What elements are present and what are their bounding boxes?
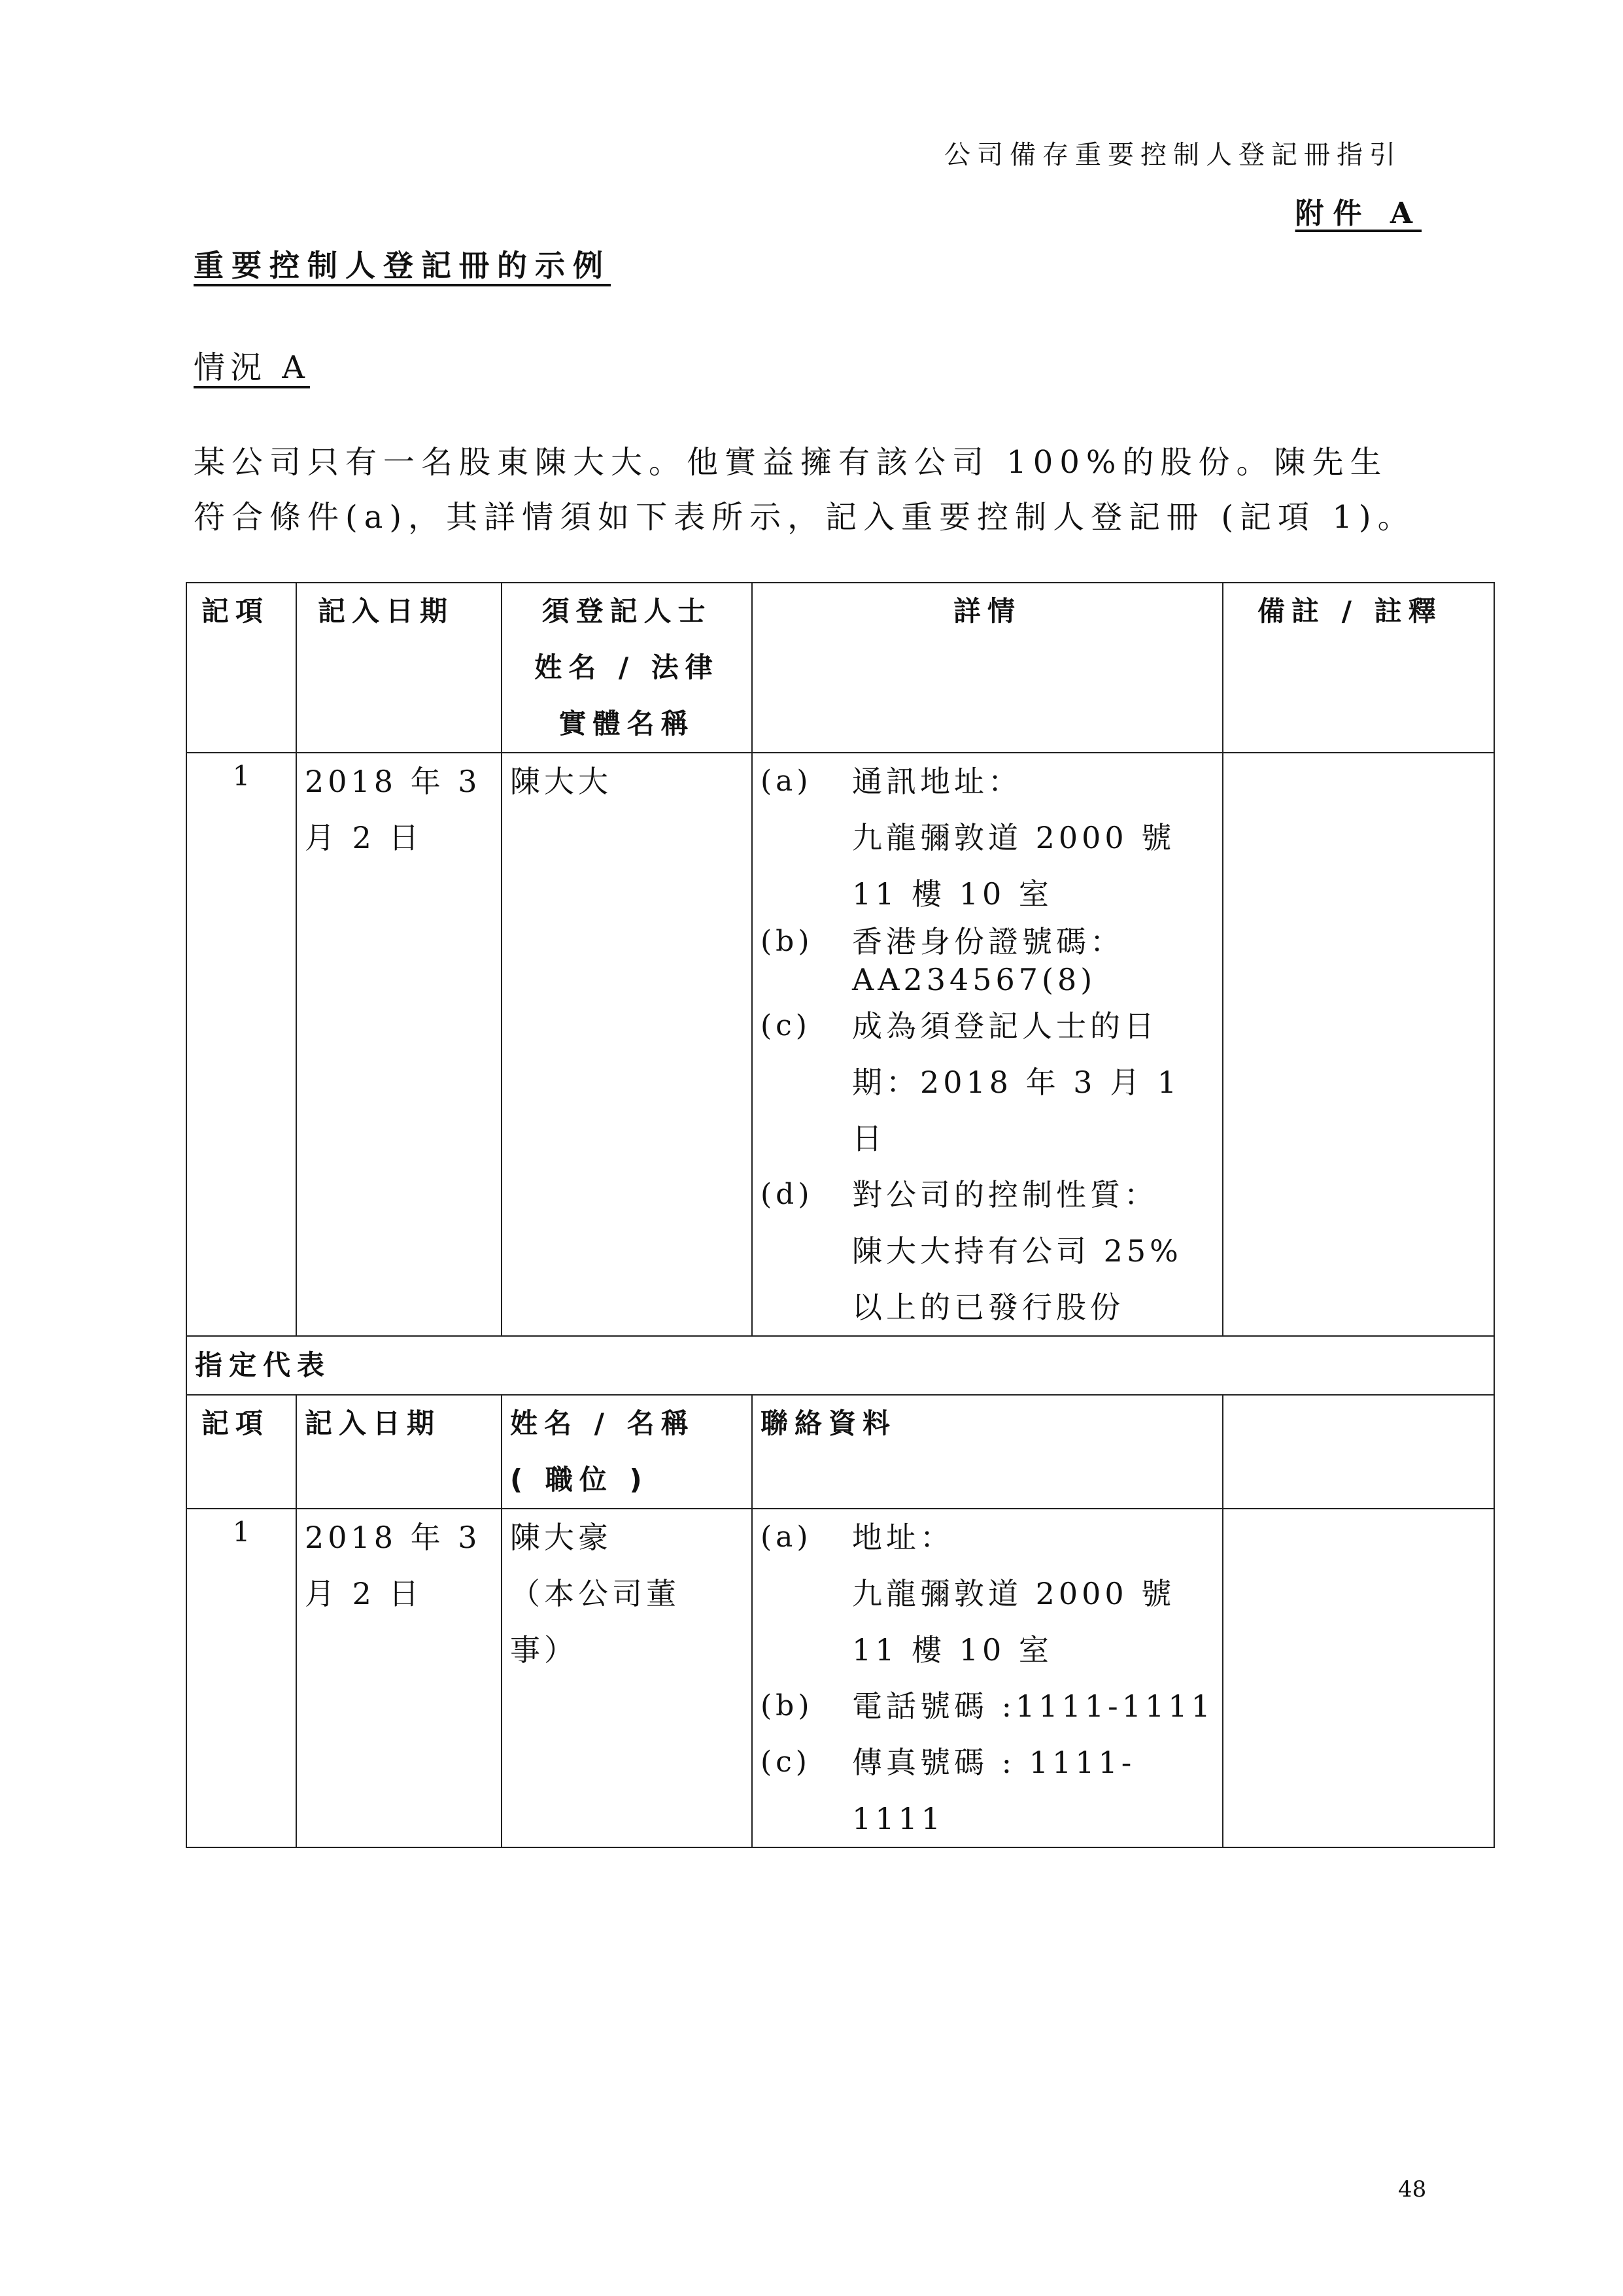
row1-details <box>752 753 1223 1336</box>
row1-detail-d-line-1: 對公司的控制性質： <box>852 1177 1158 1212</box>
row2-entry: 1 <box>186 1509 296 1847</box>
case-label: 情況 A <box>194 349 310 386</box>
header-name-line-1: 須登記人士 <box>541 595 712 627</box>
row1-detail-a-label: (a) <box>760 764 812 798</box>
header-remarks: 備註 / 註釋 <box>1223 583 1494 753</box>
row1-detail-d-line-2: 陳大大持有公司 25% <box>852 1233 1182 1269</box>
row2-detail-a-line-3: 11 樓 10 室 <box>852 1632 1053 1668</box>
row1-detail-c-label: (c) <box>760 1009 811 1042</box>
rep-header-remarks <box>1223 1395 1494 1509</box>
designated-rep-title: 指定代表 <box>186 1336 1494 1395</box>
row1-detail-b-line-2: AA234567(8) <box>852 962 1097 997</box>
page-number: 48 <box>1398 2176 1427 2202</box>
row1-detail-b-label: (b) <box>760 925 813 958</box>
row2-name-line-3: 事） <box>510 1632 578 1668</box>
header-entry: 記項 <box>186 583 296 753</box>
rep-header-name <box>502 1395 752 1509</box>
register-table <box>186 582 1495 1848</box>
annex-label: 附件 A <box>1295 197 1422 230</box>
rep-header-row <box>186 1395 1494 1509</box>
table-header-row <box>186 583 1494 753</box>
row2-name-line-2: （本公司董 <box>510 1576 680 1611</box>
row2-date-line-2: 月 2 日 <box>305 1576 423 1611</box>
row1-detail-d-line-3: 以上的已發行股份 <box>852 1290 1124 1325</box>
intro-paragraph <box>194 435 1436 545</box>
table-row <box>186 1509 1494 1847</box>
section-title: 重要控制人登記冊的示例 <box>194 248 611 283</box>
row2-name-line-1: 陳大豪 <box>510 1520 612 1555</box>
row1-name: 陳大大 <box>502 753 752 1336</box>
row1-detail-a-line-2: 九龍彌敦道 2000 號 <box>852 820 1176 855</box>
rep-header-name-line-2: ( 職位 ) <box>510 1464 649 1496</box>
row2-name <box>502 1509 752 1847</box>
row1-entry: 1 <box>186 753 296 1336</box>
header-name-line-3: 實體名稱 <box>558 708 695 740</box>
row2-detail-b-line-1: 電話號碼 :1111-1111 <box>852 1688 1214 1724</box>
row2-date <box>296 1509 502 1847</box>
rep-header-contact: 聯絡資料 <box>752 1395 1223 1509</box>
row1-detail-b-line-1: 香港身份證號碼： <box>852 924 1124 959</box>
row1-detail-d-label: (d) <box>760 1178 813 1211</box>
document-title: 公司備存重要控制人登記冊指引 <box>944 140 1402 170</box>
rep-header-date: 記入日期 <box>296 1395 502 1509</box>
header-name <box>502 583 752 753</box>
row2-date-line-1: 2018 年 3 <box>305 1520 481 1555</box>
row1-detail-c-line-2: 期：2018 年 3 月 1 日 <box>852 1065 1181 1156</box>
row1-detail-a-line-1: 通訊地址： <box>852 764 1022 799</box>
intro-line-2: 符合條件(a)，其詳情須如下表所示，記入重要控制人登記冊 (記項 1)。 <box>194 499 1416 536</box>
row2-details <box>752 1509 1223 1847</box>
row2-detail-b-label: (b) <box>760 1689 813 1722</box>
row1-detail-c-line-1: 成為須登記人士的日 <box>852 1008 1158 1044</box>
header-details: 詳情 <box>752 583 1223 753</box>
designated-rep-title-row <box>186 1336 1494 1395</box>
row2-detail-a-label: (a) <box>760 1520 812 1554</box>
intro-line-1: 某公司只有一名股東陳大大。他實益擁有該公司 100%的股份。陳先生 <box>194 444 1388 481</box>
rep-header-entry: 記項 <box>186 1395 296 1509</box>
header-date: 記入日期 <box>296 583 502 753</box>
row1-date-line-2: 月 2 日 <box>305 820 423 855</box>
row1-detail-a-line-3: 11 樓 10 室 <box>852 876 1053 912</box>
row2-detail-c-line-1: 傳真號碼 : 1111-1111 <box>852 1745 1136 1836</box>
row2-detail-c-label: (c) <box>760 1745 811 1779</box>
row2-detail-a-line-1: 地址： <box>852 1520 954 1555</box>
row2-remarks <box>1223 1509 1494 1847</box>
row2-detail-a-line-2: 九龍彌敦道 2000 號 <box>852 1576 1176 1611</box>
header-name-line-2: 姓名 / 法律 <box>534 651 719 683</box>
row1-date <box>296 753 502 1336</box>
row1-date-line-1: 2018 年 3 <box>305 764 481 799</box>
rep-header-name-line-1: 姓名 / 名稱 <box>510 1407 695 1439</box>
table-row <box>186 753 1494 1336</box>
row1-remarks <box>1223 753 1494 1336</box>
